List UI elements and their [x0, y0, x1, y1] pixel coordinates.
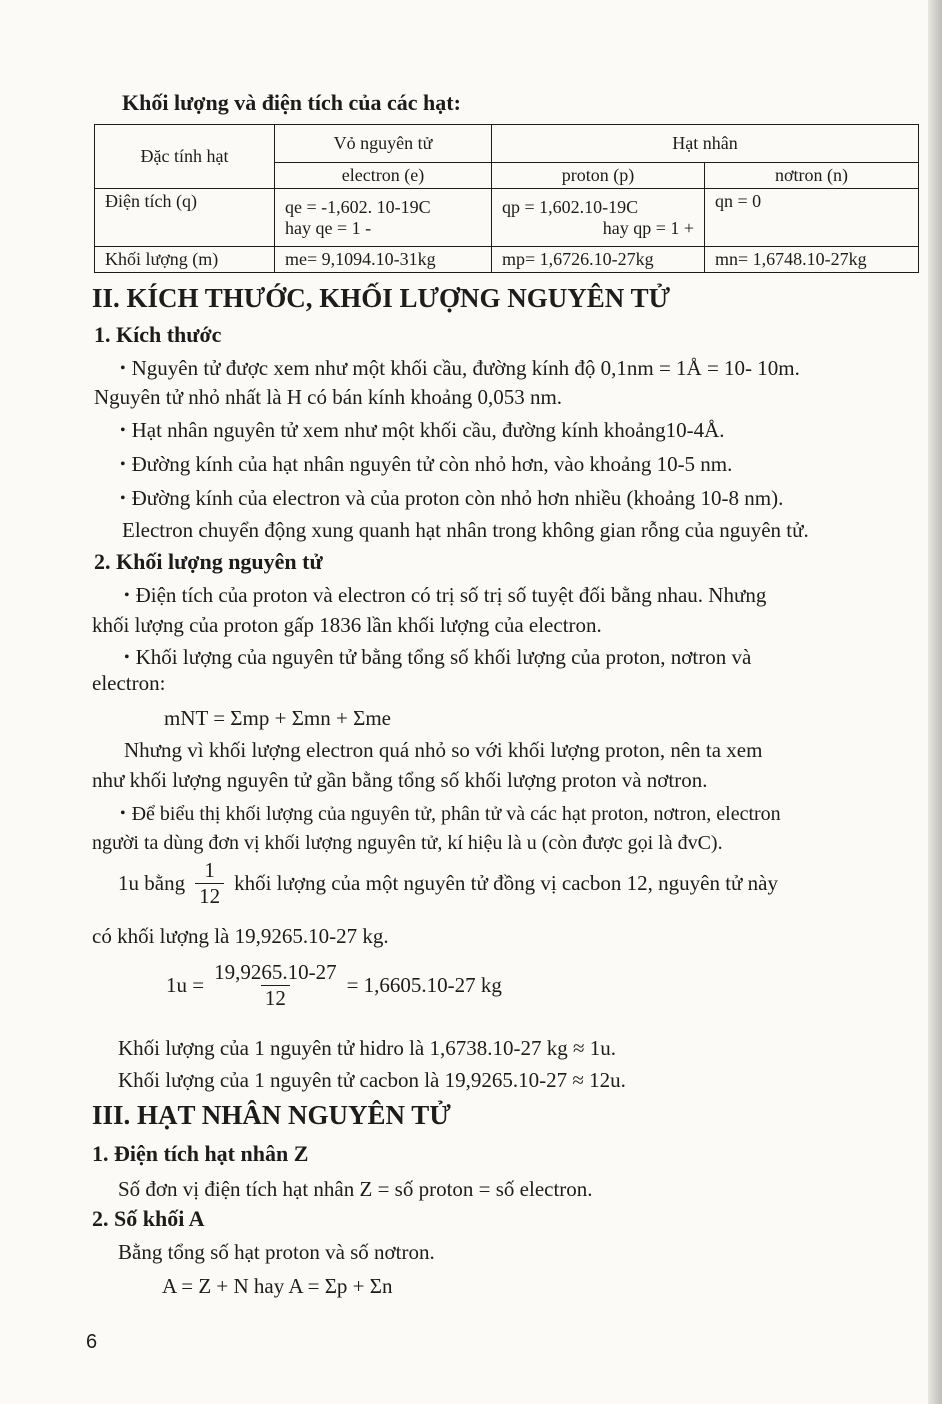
bullet-atom-mass-text: Khối lượng của nguyên tử bằng tổng số khối lượng của proton, nơtron và: [135, 645, 752, 669]
bullet-icon: •: [124, 649, 130, 666]
bullet-charge-equal: [124, 583, 766, 608]
cell-mass-electron: me= 9,1094.10-31kg: [275, 247, 492, 273]
hydrogen-mass: Khối lượng của 1 nguyên tử hidro là 1,6738.10-27 kg ≈ 1u.: [118, 1036, 617, 1060]
charge-proton-line2: hay qp = 1 +: [602, 217, 694, 238]
u-equation-numerator: 19,9265.10-27: [214, 960, 337, 984]
bullet-atom-size-text: Nguyên tử được xem như một khối cầu, đường kính độ 0,1nm = 1Å = 10- 10m.: [131, 356, 800, 380]
atom-size-continuation: Nguyên tử nhỏ nhất là H có bán kính khoảng 0,053 nm.: [94, 385, 563, 409]
bullet-atom-size: [120, 356, 800, 381]
header-electron: electron (e): [275, 163, 492, 189]
carbon-mass: Khối lượng của 1 nguyên tử cacbon là 19,9265.10-27 ≈ 12u.: [118, 1068, 626, 1092]
u-equation-fraction: [210, 960, 341, 1011]
bullet-mass-unit: [120, 803, 781, 826]
bullet-nucleus-size-text: Hạt nhân nguyên tử xem như một khối cầu, đường kính khoảng10-4Å.: [131, 418, 725, 442]
charge-proton-line1: qp = 1,602.10-19C: [502, 196, 639, 217]
bullet-electron-diameter-text: Đường kính của electron và của proton còn nhỏ hơn nhiều (khoảng 10-8 nm).: [131, 486, 784, 510]
nuclear-charge-text: Số đơn vị điện tích hạt nhân Z = số proton = số electron.: [118, 1177, 593, 1201]
charge-electron-line1: qe = -1,602. 10-19C: [285, 196, 431, 217]
u-equation-denominator: 12: [261, 985, 290, 1011]
bullet-nucleus-diameter-text: Đường kính của hạt nhân nguyên tử còn nhỏ hơn, vào khoảng 10-5 nm.: [131, 452, 733, 476]
charge-electron-line2: hay qe = 1 -: [285, 217, 372, 238]
section2-heading: II. KÍCH THƯỚC, KHỐI LƯỢNG NGUYÊN TỬ: [92, 283, 671, 313]
section3-subheading-charge: 1. Điện tích hạt nhân Z: [92, 1141, 309, 1166]
bullet-atom-mass: [124, 645, 751, 670]
u-definition: [118, 858, 778, 909]
row-charge-label: Điện tích (q): [95, 189, 275, 247]
header-property: Đặc tính hạt: [95, 125, 275, 189]
bullet-nucleus-size: [120, 418, 725, 443]
u-definition-prefix: 1u bằng: [118, 871, 186, 895]
section3-heading: III. HẠT NHÂN NGUYÊN TỬ: [92, 1100, 451, 1130]
atom-mass-continuation: electron:: [92, 671, 166, 695]
bullet-icon: •: [120, 360, 126, 377]
formula-mass-number: A = Z + N hay A = Σp + Σn: [162, 1274, 393, 1298]
u-definition-suffix: khối lượng của một nguyên tử đồng vị cacbon 12, nguyên tử này: [234, 871, 778, 895]
charge-equal-continuation: khối lượng của proton gấp 1836 lần khối lượng của electron.: [92, 613, 602, 637]
mass-number-text: Bằng tổng số hạt proton và số nơtron.: [118, 1240, 435, 1264]
u-equation-rhs: = 1,6605.10-27 kg: [346, 973, 502, 997]
fraction-numerator: 1: [204, 858, 215, 882]
section2-subheading-size: 1. Kích thước: [94, 322, 222, 347]
header-shell: Vỏ nguyên tử: [275, 125, 492, 163]
bullet-nucleus-diameter: [120, 452, 732, 477]
bullet-charge-equal-text: Điện tích của proton và electron có trị số trị số tuyệt đối bằng nhau. Nhưng: [135, 583, 767, 607]
bullet-mass-unit-text: Để biểu thị khối lượng của nguyên tử, phân tử và các hạt proton, nơtron, electron: [131, 803, 781, 825]
bullet-icon: •: [120, 805, 126, 822]
formula-atom-mass: mNT = Σmp + Σmn + Σme: [164, 706, 391, 730]
particle-properties-table: [94, 124, 919, 273]
cell-mass-neutron: mn= 1,6748.10-27kg: [705, 247, 919, 273]
bullet-electron-diameter: [120, 486, 783, 511]
row-mass-label: Khối lượng (m): [95, 247, 275, 273]
header-nucleus: Hạt nhân: [492, 125, 919, 163]
section2-subheading-mass: 2. Khối lượng nguyên tử: [94, 549, 323, 574]
fraction-denominator: 12: [195, 883, 224, 909]
cell-charge-neutron: qn = 0: [705, 189, 919, 247]
page-number: 6: [86, 1331, 98, 1353]
mass-unit-continuation: người ta dùng đơn vị khối lượng nguyên tử, kí hiệu là u (còn được gọi là đvC).: [92, 832, 723, 854]
bullet-icon: •: [120, 422, 126, 439]
mass-note-line1: Nhưng vì khối lượng electron quá nhỏ so với khối lượng proton, nên ta xem: [124, 738, 763, 762]
size-note: Electron chuyển động xung quanh hạt nhân trong không gian rỗng của nguyên tử.: [122, 518, 809, 542]
header-proton: proton (p): [492, 163, 705, 189]
bullet-icon: •: [124, 587, 130, 604]
u-equation: [166, 960, 502, 1011]
bullet-icon: •: [120, 490, 126, 507]
table-title: Khối lượng và điện tích của các hạt:: [122, 90, 461, 115]
cell-charge-proton: [492, 189, 705, 247]
cell-mass-proton: mp= 1,6726.10-27kg: [492, 247, 705, 273]
u-definition-continuation: có khối lượng là 19,9265.10-27 kg.: [92, 924, 389, 948]
bullet-icon: •: [120, 456, 126, 473]
u-equation-lhs: 1u =: [166, 973, 205, 997]
header-neutron: nơtron (n): [705, 163, 919, 189]
cell-charge-electron: [275, 189, 492, 247]
mass-note-line2: như khối lượng nguyên tử gần bằng tổng số khối lượng proton và nơtron.: [92, 768, 708, 792]
fraction-one-twelfth: [195, 858, 224, 909]
section3-subheading-mass-number: 2. Số khối A: [92, 1206, 205, 1231]
